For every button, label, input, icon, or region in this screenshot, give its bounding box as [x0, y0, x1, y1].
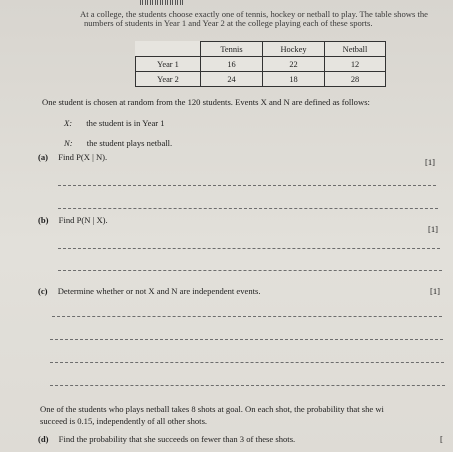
question-b-mark: [1] [428, 224, 439, 234]
row-label: Year 2 [136, 72, 201, 87]
table-cell: 22 [263, 57, 325, 72]
question-c [38, 286, 261, 296]
answer-line [50, 362, 444, 363]
barcode [140, 0, 184, 5]
question-a [38, 152, 107, 162]
question-text: Find P(N | X). [58, 215, 108, 225]
table-row [136, 57, 386, 72]
question-d-mark: [ [440, 434, 443, 444]
netball-line-2: succeed is 0.15, independently of all other shots. [40, 416, 208, 426]
definition-x [64, 118, 165, 128]
intro-line-2: numbers of students in Year 1 and Year 2 at the college playing each of these sports. [84, 18, 373, 28]
answer-line [58, 248, 440, 249]
answer-line [58, 270, 442, 271]
question-label: (c) [38, 286, 48, 296]
answer-line [50, 385, 445, 386]
table-cell: 18 [263, 72, 325, 87]
definition-text: the student plays netball. [86, 138, 173, 148]
question-text: Find P(X | N). [58, 152, 108, 162]
definition-n [64, 138, 172, 148]
question-text: Find the probability that she succeeds on fewer than 3 of these shots. [58, 434, 296, 444]
question-c-mark: [1] [430, 286, 441, 296]
table-cell: 16 [201, 57, 263, 72]
sports-table [135, 41, 386, 87]
definition-symbol: N: [64, 138, 73, 148]
answer-line [58, 185, 436, 186]
answer-line [58, 208, 438, 209]
definition-text: the student is in Year 1 [86, 118, 165, 128]
table-header-cell: Hockey [263, 42, 325, 57]
table-header-cell: Tennis [201, 42, 263, 57]
question-label: (b) [38, 215, 49, 225]
row-label: Year 1 [136, 57, 201, 72]
question-label: (d) [38, 434, 49, 444]
table-header-cell: Netball [325, 42, 386, 57]
answer-line [50, 339, 443, 340]
intro-line-1: At a college, the students choose exactly one of tennis, hockey or netball to play. The table shows the [80, 9, 428, 19]
question-label: (a) [38, 152, 49, 162]
table-row [136, 72, 386, 87]
netball-line-1: One of the students who plays netball takes 8 shots at goal. On each shot, the probability that she wi [40, 404, 384, 414]
definition-symbol: X: [64, 118, 73, 128]
question-text: Determine whether or not X and N are independent events. [57, 286, 261, 296]
question-a-mark: [1] [425, 157, 436, 167]
table-cell: 28 [325, 72, 386, 87]
table-header-row [136, 42, 386, 57]
table-cell: 24 [201, 72, 263, 87]
setup-sentence: One student is chosen at random from the 120 students. Events X and N are defined as follows: [42, 97, 370, 107]
question-b [38, 215, 108, 225]
table-corner-cell [136, 42, 201, 57]
answer-line [52, 316, 442, 317]
table-cell: 12 [325, 57, 386, 72]
question-d [38, 434, 295, 444]
